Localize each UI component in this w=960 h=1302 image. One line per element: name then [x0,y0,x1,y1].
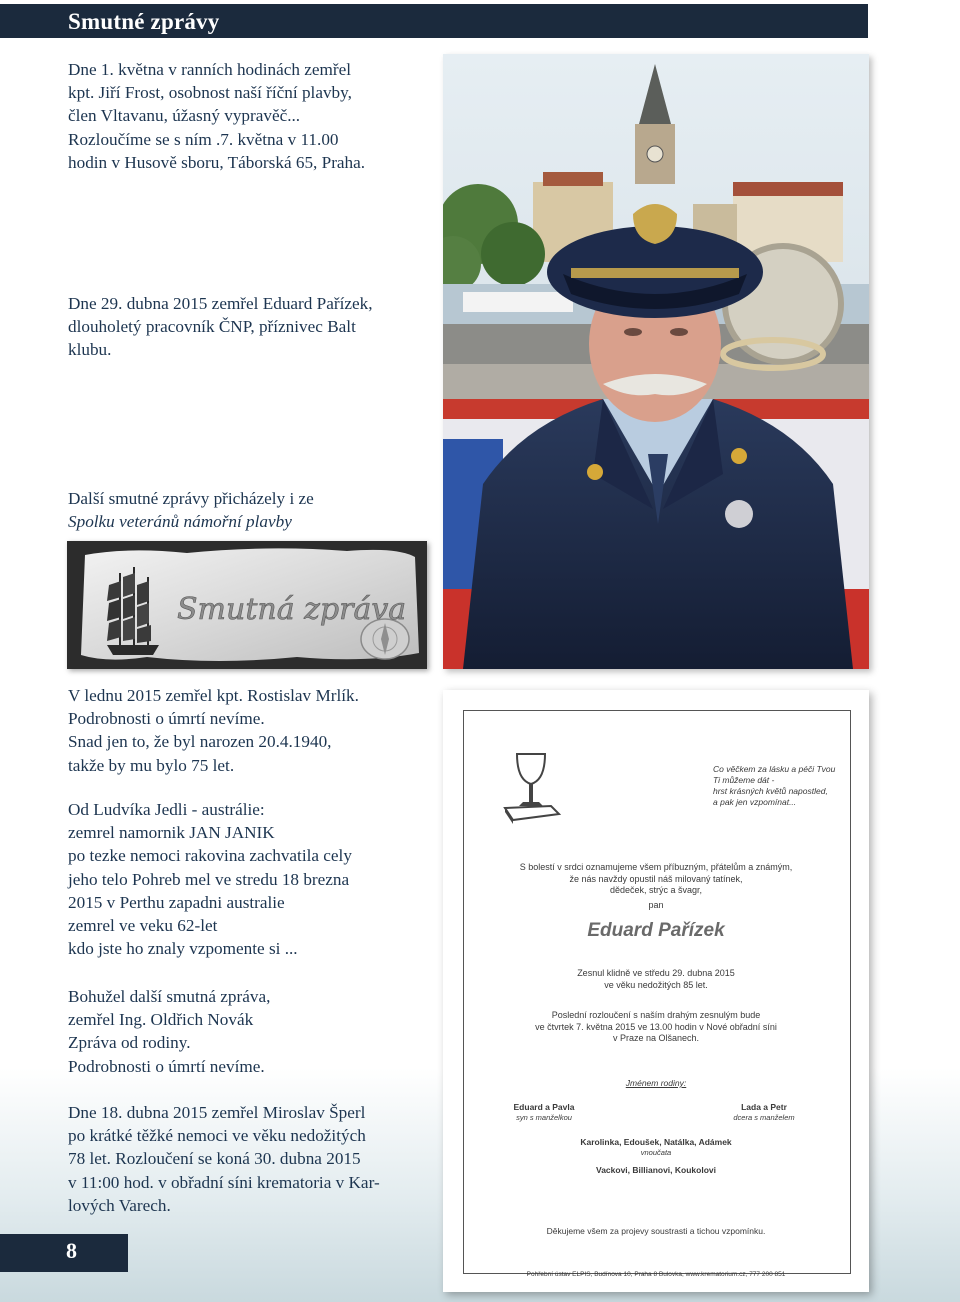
family-left-name: Eduard a Pavla [513,1102,575,1112]
text-line: lových Varech. [68,1195,171,1215]
notice-died [473,968,839,991]
article-frost [68,58,428,174]
text-line: Zpráva od rodiny. [68,1033,191,1053]
header-bar [0,4,868,38]
other-family: Vackovi, Billianovi, Koukolovi [596,1165,716,1175]
notice-intro [473,862,839,897]
intro-line: dědeček, strýc a švagr, [609,885,703,895]
text-line: 2015 v Perthu zapadni australie [68,892,285,912]
verse-line: hrst krásných květů napostled, [713,786,828,796]
page-title: Smutné zprávy [68,9,220,34]
notice-thanks: Děkujeme všem za projevy soustrasti a tichou vzpomínku. [546,1226,766,1236]
text-line: V lednu 2015 zemřel kpt. Rostislav Mrlík. [68,686,359,705]
verse-line: a pak jen vzpomínat... [713,797,797,807]
notice-farewell [473,1010,839,1045]
banner-art [67,541,427,669]
article-parizek [68,292,428,362]
article-sperl [68,1101,428,1217]
notice-footer: Pohřební ústav ELPIS, Budínova 10, Praha 8 Bulovka, www.krematorium.cz, 777 200 851 [526,1271,786,1278]
page-number-box [0,1234,128,1272]
article-dalsi [68,487,428,533]
text-line: Rozloučíme se s ním .7. května v 11.00 [68,129,339,149]
text-line: Podrobnosti o úmrtí nevíme. [68,709,265,729]
died-line: ve věku nedožitých 85 let. [604,979,708,990]
farewell-line: ve čtvrtek 7. května 2015 ve 13.00 hodin v Nové obřadní síni [535,1021,777,1032]
verse-line: Ti můžeme dát - [713,775,775,785]
family-title: Jménem rodiny: [625,1078,687,1088]
family-left-sub: syn s manželkou [516,1113,572,1122]
text-line: zemrel namornik JAN JANIK [68,823,275,843]
text-line: po krátké těžké nemoci ve věku nedožitých [68,1126,366,1146]
captain-illustration [443,54,869,669]
farewell-line: v Praze na Olšanech. [612,1033,700,1043]
text-line: po tezke nemoci rakovina zachvatila cely [68,846,352,866]
grandchildren-sub: vnoučata [640,1148,672,1157]
notice-verse [713,764,853,808]
banner-text: Smutná zpráva [177,592,407,627]
smutna-zprava-banner [67,541,427,669]
text-line: člen Vltavanu, úžasný vypravěč... [68,106,301,126]
text-line: Dne 1. května v ranních hodinách zemřel [68,60,352,79]
verse-line: Co věčkem za lásku a péči Tvou [713,764,836,774]
text-line: dlouholetý pracovník ČNP, příznivec Balt [68,317,356,337]
text-line: Dne 18. dubna 2015 zemřel Miroslav Šperl [68,1103,366,1122]
text-line: v 11:00 hod. v obřadní síni krematoria v Kar- [68,1172,380,1192]
intro-line: S bolestí v srdci oznamujeme všem příbuzným, přátelům a známým, [519,862,793,872]
text-line: Dne 29. dubna 2015 zemřel Eduard Pařízek, [68,294,373,313]
captain-photo [443,54,869,669]
text-line: Podrobnosti o úmrtí nevíme. [68,1056,265,1076]
grandchildren: Karolinka, Edoušek, Natálka, Adámek [580,1137,732,1147]
text-line: takže by mu bylo 75 let. [68,755,235,775]
died-line: Zesnul klidně ve středu 29. dubna 2015 [577,968,735,978]
text-line: zemřel Ing. Oldřich Novák [68,1010,254,1030]
text-line: klubu. [68,340,112,360]
text-line: Bohužel další smutná zpráva, [68,987,271,1006]
text-line: Další smutné zprávy přicházely i ze [68,489,314,508]
article-janik [68,798,428,960]
death-notice [443,690,869,1292]
article-mrlik [68,684,428,777]
intro-line: že nás navždy opustil náš milovaný tatínek, [569,873,743,884]
text-line: hodin v Husově sboru, Táborská 65, Praha. [68,152,366,172]
notice-pan: pan [648,900,664,910]
family-right-sub: dcera s manželem [733,1113,795,1122]
text-line: zemrel ve veku 62-let [68,916,218,936]
chalice-book-icon [499,750,567,826]
family-right-name: Lada a Petr [741,1102,787,1112]
page-number: 8 [66,1238,77,1263]
deceased-name: Eduard Pařízek [587,920,725,941]
spolek-name: Spolku veteránů námořní plavby [68,512,292,532]
text-line: 78 let. Rozloučení se koná 30. dubna 2015 [68,1149,361,1169]
text-line: kpt. Jiří Frost, osobnost naší říční plavby, [68,83,352,103]
text-line: Snad jen to, že byl narozen 20.4.1940, [68,732,332,752]
farewell-line: Poslední rozloučení s naším drahým zesnulým bude [551,1010,761,1020]
article-novak [68,985,428,1078]
text-line: jeho telo Pohreb mel ve stredu 18 brezna [68,869,350,889]
text-line: Od Ludvíka Jedli - austrálie: [68,800,265,819]
text-line: kdo jste ho znaly vzpomente si ... [68,939,298,959]
